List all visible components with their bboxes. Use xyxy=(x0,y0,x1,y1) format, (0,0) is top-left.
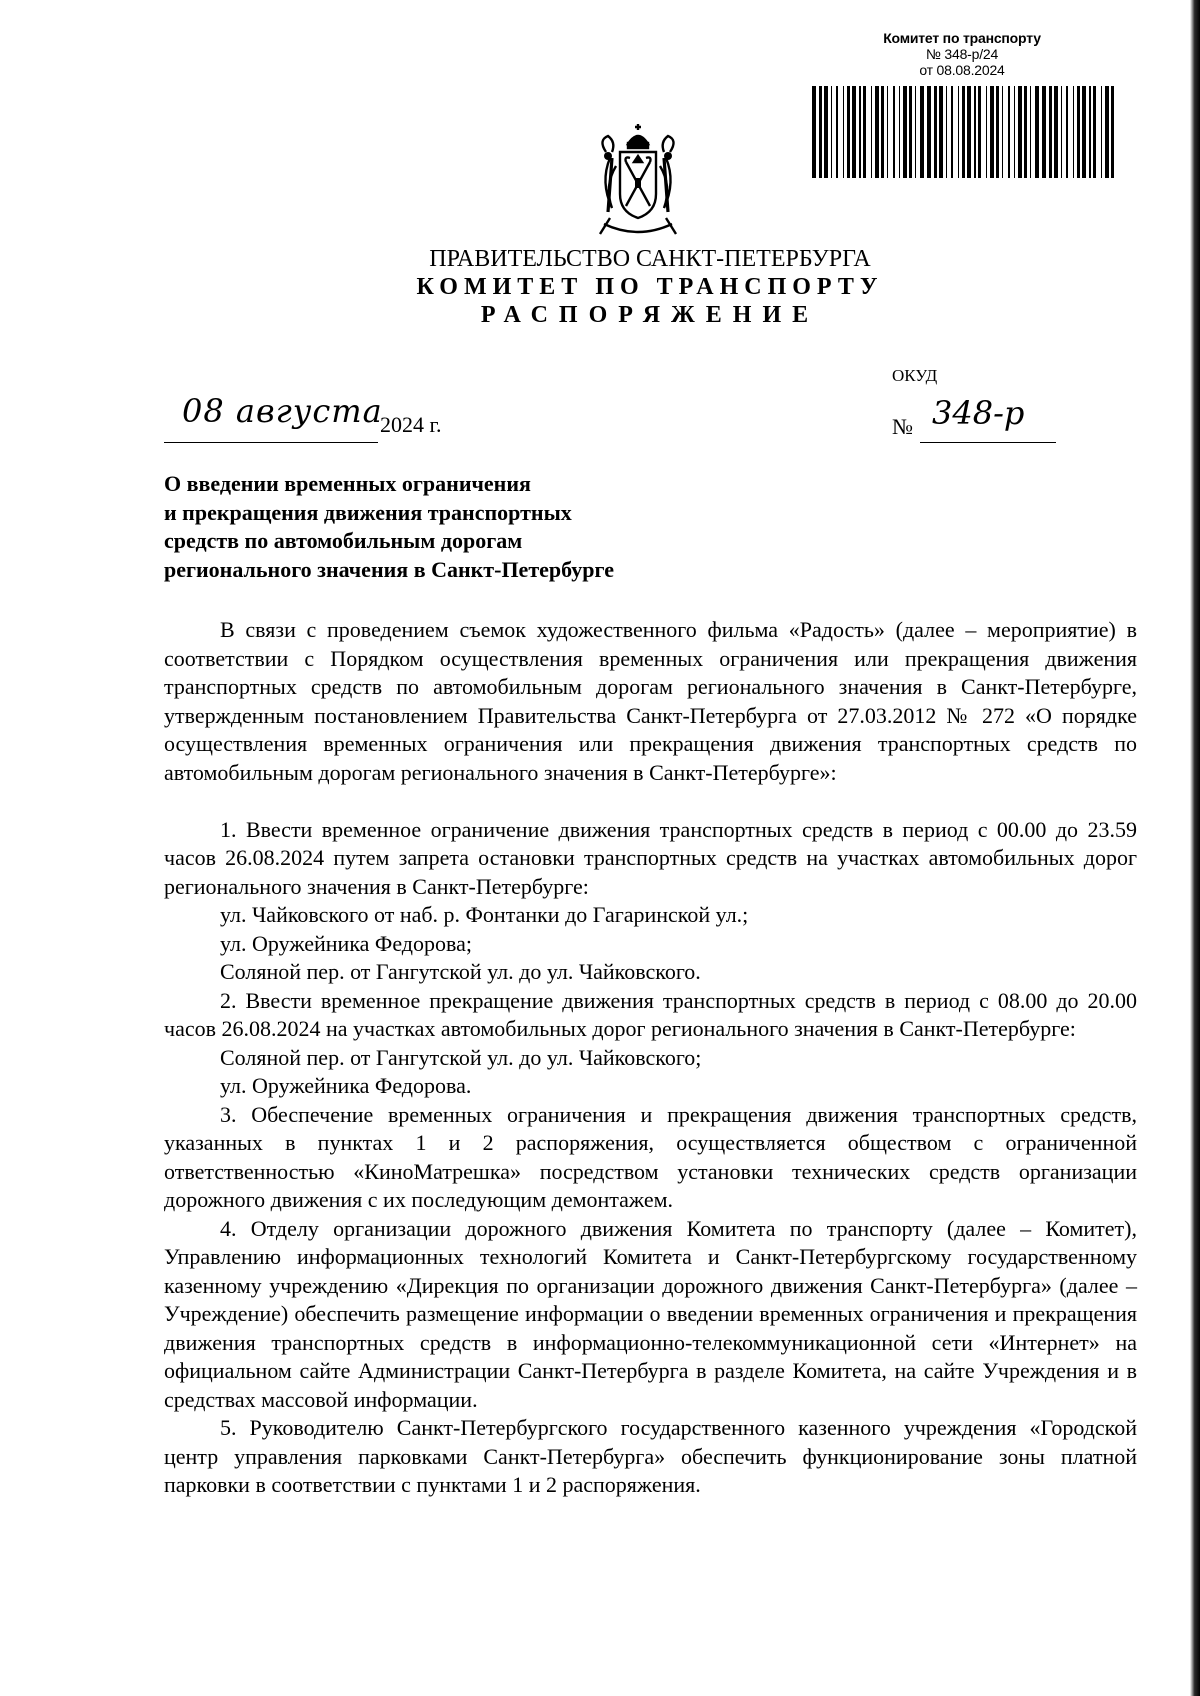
title-line: О введении временных ограничения xyxy=(164,471,531,496)
item-2-street: ул. Оружейника Федорова. xyxy=(220,1073,472,1098)
stamp-line-date: от 08.08.2024 xyxy=(919,62,1005,78)
barcode xyxy=(812,86,1120,178)
title-line: и прекращения движения транспортных xyxy=(164,499,572,525)
date-year: 2024 г. xyxy=(380,412,442,437)
document-title xyxy=(164,470,724,584)
item-5-paragraph: 5. Руководителю Санкт-Петербургского государственного казенного учреждения «Городской центр управления парковками Санкт-Петербурга» обеспечить функционирование зоны платной парковки в соответствии с пунктами 1 и 2 распоряжения. xyxy=(164,1415,1137,1497)
item-1-paragraph: 1. Ввести временное ограничение движения транспортных средств в период с 00.00 до 23.59 часов 26.08.2024 путем запрета остановки транспортных средств на участках автомобильных дорог регионального значения в Санкт-Петербурге: xyxy=(164,816,1137,899)
committee-heading: КОМИТЕТ ПО ТРАНСПОРТУ xyxy=(416,274,884,300)
st-petersburg-coat-of-arms-icon xyxy=(590,122,686,242)
item-2-street: Соляной пер. от Гангутской ул. до ул. Чайковского; xyxy=(220,1044,702,1070)
government-heading: ПРАВИТЕЛЬСТВО САНКТ-ПЕТЕРБУРГА xyxy=(429,246,871,272)
document-type-heading: РАСПОРЯЖЕНИЕ xyxy=(480,302,820,328)
title-line: регионального значения в Санкт-Петербурге xyxy=(164,556,614,582)
intro-paragraph: В связи с проведением съемок художественного фильма «Радость» (далее – мероприятие) в соответствии с Порядком осуществления временных ограничения или прекращения движения транспортных средств по автомобильным дорогам регионального значения в Санкт-Петербурге, утвержденным постановлением Правительства Санкт-Петербурга от 27.03.2012 № 272 «О порядке осуществления временных ограничения или прекращения движения транспортных средств по автомобильным дорогам регионального значения в Санкт-Петербурге»: xyxy=(164,617,1137,785)
document-body xyxy=(164,616,1137,1500)
stamp-line-committee: Комитет по транспорту xyxy=(883,30,1041,46)
item-2-paragraph: 2. Ввести временное прекращение движения транспортных средств в период с 08.00 до 20.00 часов 26.08.2024 на участках автомобильных дорог регионального значения в Санкт-Петербурге: xyxy=(164,987,1137,1041)
item-1-street: ул. Чайковского от наб. р. Фонтанки до Гагаринской ул.; xyxy=(220,902,749,927)
registration-stamp xyxy=(812,30,1112,78)
handwritten-number: 348-р xyxy=(932,394,1025,432)
item-4-paragraph: 4. Отделу организации дорожного движения Комитета по транспорту (далее – Комитет), Управлению информационных технологий Комитета и Санкт-Петербургскому государственному казенному учреждению «Дирекция по организации дорожного движения Санкт-Петербурга» (далее – Учреждение) обеспечить размещение информации о введении временных ограничения и прекращения движения транспортных средств в информационно-телекоммуникационной сети «Интернет» на официальном сайте Администрации Санкт-Петербурга в разделе Комитета, на сайте Учреждения и в средствах массовой информации. xyxy=(164,1215,1137,1412)
item-1-street: Соляной пер. от Гангутской ул. до ул. Чайковского. xyxy=(220,959,701,984)
title-line: средств по автомобильным дорогам xyxy=(164,528,523,553)
number-sign: № xyxy=(892,414,913,439)
item-1-street: ул. Оружейника Федорова; xyxy=(220,930,472,956)
item-3-paragraph: 3. Обеспечение временных ограничения и прекращения движения транспортных средств, указанных в пунктах 1 и 2 распоряжения, осуществляется обществом с ограниченной ответственностью «КиноМатрешка» посредством установки технических средств организации дорожного движения с их последующим демонтажем. xyxy=(164,1101,1137,1212)
okud-label: ОКУД xyxy=(892,366,938,385)
handwritten-date: 08 августа xyxy=(182,392,383,430)
date-underline xyxy=(164,392,383,443)
stamp-line-number: № 348-р/24 xyxy=(925,46,999,62)
